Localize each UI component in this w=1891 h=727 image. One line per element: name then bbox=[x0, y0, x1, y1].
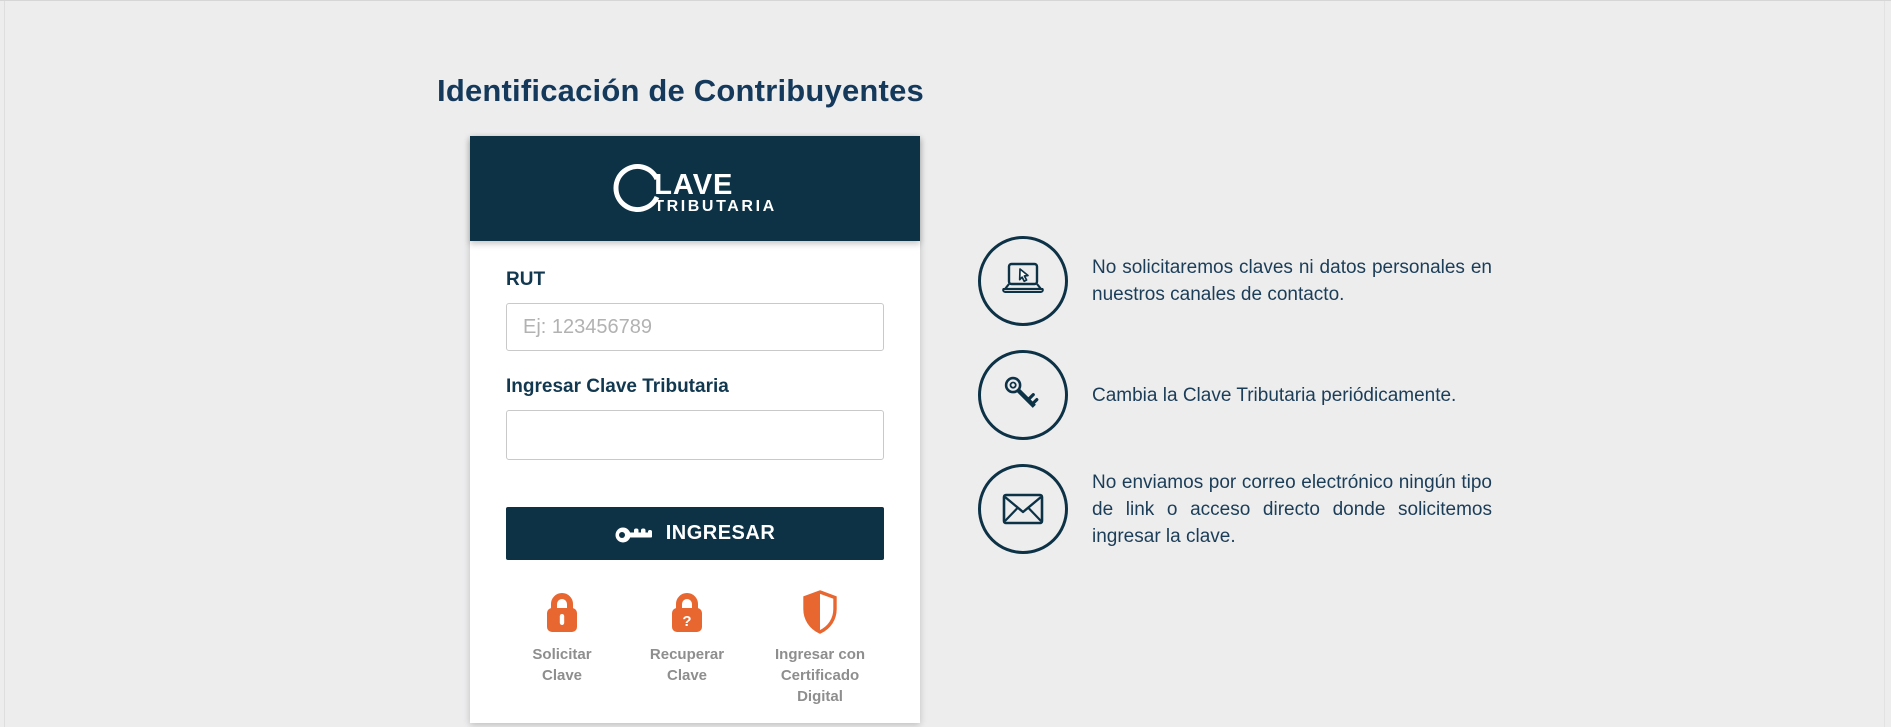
logo-text bbox=[654, 162, 777, 215]
recuperar-clave-label: Recuperar Clave bbox=[649, 646, 725, 684]
window-edge-right bbox=[1884, 1, 1885, 727]
clave-tributaria-logo bbox=[613, 162, 777, 215]
clave-tributaria-header bbox=[470, 136, 920, 241]
recuperar-clave-link[interactable] bbox=[633, 589, 741, 707]
laptop-cursor-icon bbox=[978, 236, 1068, 326]
card-links-row bbox=[506, 589, 884, 707]
key-solid-icon bbox=[615, 523, 653, 545]
tip-text-change-password: Cambia la Clave Tributaria periódicamente. bbox=[1092, 384, 1457, 406]
ingresar-button[interactable] bbox=[506, 507, 884, 560]
key-icon bbox=[978, 350, 1068, 440]
rut-label: RUT bbox=[506, 269, 546, 290]
clave-input[interactable] bbox=[506, 410, 884, 460]
page-title: Identificación de Contribuyentes bbox=[437, 73, 924, 108]
window-edge-left bbox=[4, 1, 5, 727]
solicitar-clave-link[interactable] bbox=[512, 589, 612, 707]
lock-question-mark: ? bbox=[682, 613, 692, 630]
tip-text-channels: No solicitaremos claves ni datos personales en nuestros canales de contacto. bbox=[1092, 257, 1492, 305]
rut-input[interactable] bbox=[506, 303, 884, 351]
clave-label: Ingresar Clave Tributaria bbox=[506, 376, 729, 397]
ingresar-button-label: INGRESAR bbox=[665, 522, 776, 544]
tip-row-channels bbox=[978, 236, 1498, 326]
security-tips bbox=[978, 236, 1498, 578]
login-card bbox=[470, 136, 920, 723]
tip-row-email bbox=[978, 464, 1498, 554]
logo-line2: TRIBUTARIA bbox=[654, 198, 777, 215]
shield-half-icon bbox=[801, 589, 839, 635]
lock-question-icon bbox=[669, 589, 705, 635]
login-form bbox=[470, 269, 920, 707]
logo-line1: LAVE bbox=[654, 169, 734, 201]
solicitar-clave-label: Solicitar Clave bbox=[532, 646, 592, 684]
tip-row-change-password bbox=[978, 350, 1498, 440]
certificado-digital-link[interactable] bbox=[762, 589, 878, 707]
lock-icon bbox=[544, 589, 580, 635]
envelope-icon bbox=[978, 464, 1068, 554]
tip-text-email: No enviamos por correo electrónico ningún tipo de link o acceso directo donde solicitemos ingresar la clave. bbox=[1092, 471, 1492, 547]
certificado-digital-label: Ingresar con Certificado Digital bbox=[774, 646, 866, 705]
